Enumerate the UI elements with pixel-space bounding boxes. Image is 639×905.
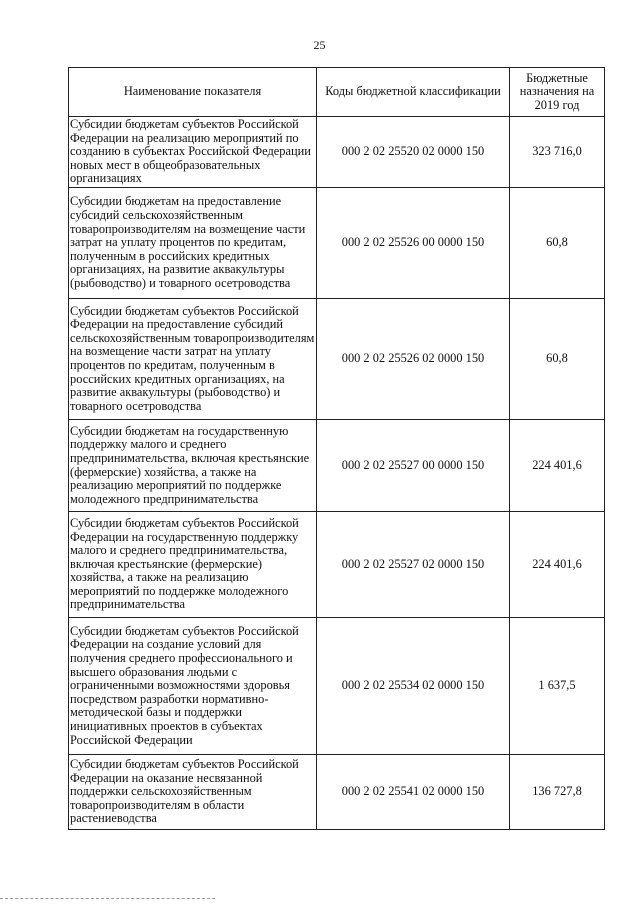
budget-table	[68, 67, 605, 830]
row-name: Субсидии бюджетам субъектов Российской Федерации на оказание несвязанной поддержки сельскохозяйственным товаропроизводителям в области растениеводства	[69, 755, 317, 830]
table-row	[69, 618, 605, 755]
row-name: Субсидии бюджетам на предоставление субсидий сельскохозяйственным товаропроизводителям на возмещение части затрат на уплату процентов по кредитам, полученным в российских кредитных организациях, на развитие аквакультуры (рыбоводство) и товарного осетроводства	[69, 188, 317, 299]
row-amount: 1 637,5	[510, 618, 605, 755]
row-code: 000 2 02 25534 02 0000 150	[317, 618, 510, 755]
header-name: Наименование показателя	[69, 68, 317, 117]
row-code: 000 2 02 25527 00 0000 150	[317, 420, 510, 512]
row-name: Субсидии бюджетам субъектов Российской Федерации на государственную поддержку малого и среднего предпринимательства, включая крестьянские (фермерские) хозяйства, а также на реализацию мероприятий по поддержке молодежного предпринимательства	[69, 512, 317, 618]
table-row	[69, 755, 605, 830]
row-amount: 60,8	[510, 299, 605, 420]
row-code: 000 2 02 25520 02 0000 150	[317, 117, 510, 188]
row-amount: 224 401,6	[510, 420, 605, 512]
row-code: 000 2 02 25541 02 0000 150	[317, 755, 510, 830]
row-code: 000 2 02 25526 00 0000 150	[317, 188, 510, 299]
page-bottom-divider	[0, 898, 215, 899]
table-row	[69, 512, 605, 618]
row-name: Субсидии бюджетам на государственную поддержку малого и среднего предпринимательства, включая крестьянские (фермерские) хозяйства, а также на реализацию мероприятий по поддержке молодежного предпринимательства	[69, 420, 317, 512]
table-body	[69, 117, 605, 830]
row-amount: 323 716,0	[510, 117, 605, 188]
row-amount: 60,8	[510, 188, 605, 299]
table-header	[69, 68, 605, 117]
row-code: 000 2 02 25526 02 0000 150	[317, 299, 510, 420]
table-row	[69, 420, 605, 512]
table-row	[69, 117, 605, 188]
row-amount: 136 727,8	[510, 755, 605, 830]
header-row	[69, 68, 605, 117]
row-name: Субсидии бюджетам субъектов Российской Федерации на реализацию мероприятий по созданию в субъектах Российской Федерации новых мест в общеобразовательных организациях	[69, 117, 317, 188]
row-code: 000 2 02 25527 02 0000 150	[317, 512, 510, 618]
table-row	[69, 299, 605, 420]
row-name: Субсидии бюджетам субъектов Российской Федерации на создание условий для получения среднего профессионального и высшего образования людьми с ограниченными возможностями здоровья посредством разработки нормативно-методической базы и поддержки инициативных проектов в субъектах Российской Федерации	[69, 618, 317, 755]
header-amount: Бюджетные назначения на 2019 год	[510, 68, 605, 117]
header-code: Коды бюджетной классификации	[317, 68, 510, 117]
table-row	[69, 188, 605, 299]
row-name: Субсидии бюджетам субъектов Российской Федерации на предоставление субсидий сельскохозяйственным товаропроизводителям на возмещение части затрат на уплату процентов по кредитам, полученным в российских кредитных организациях, на развитие аквакультуры (рыбоводство) и товарного осетроводства	[69, 299, 317, 420]
row-amount: 224 401,6	[510, 512, 605, 618]
page-number: 25	[313, 38, 326, 52]
